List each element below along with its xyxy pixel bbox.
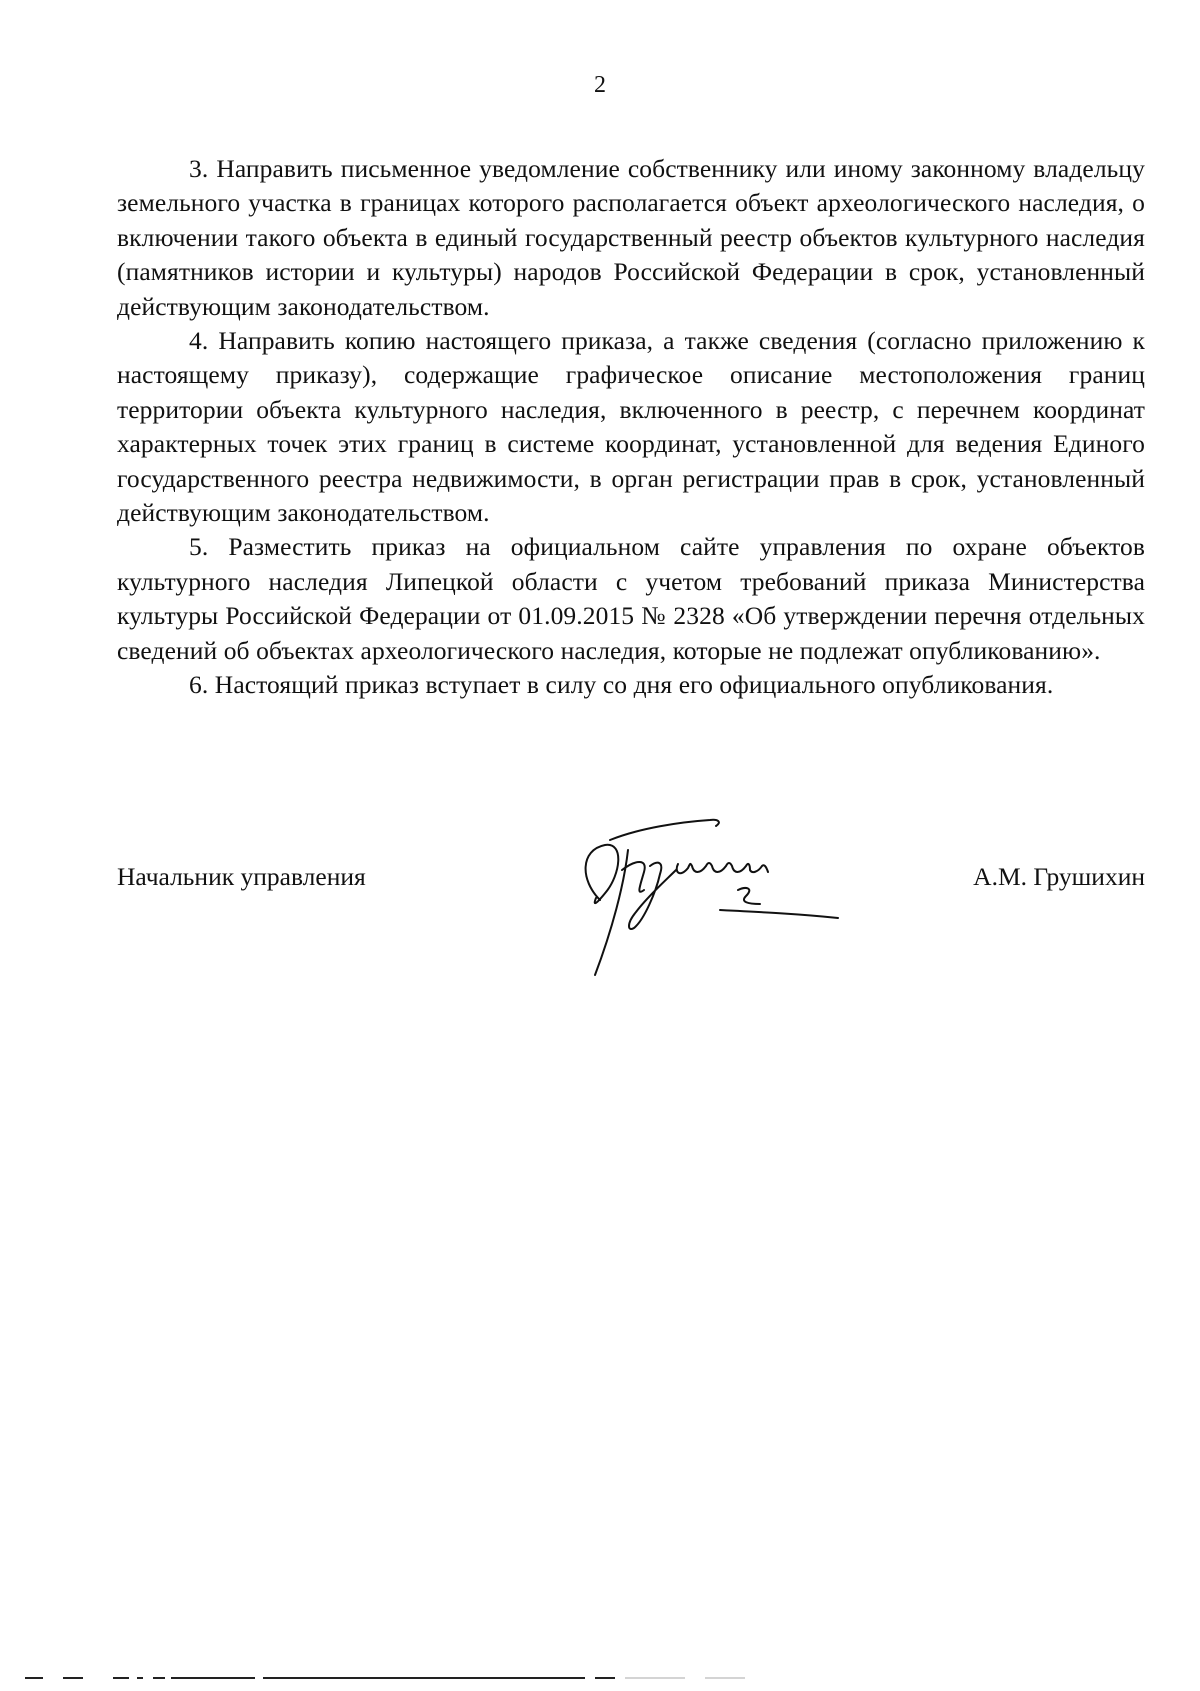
signer-name: А.М. Грушихин [973, 862, 1145, 891]
document-body [117, 152, 1145, 703]
paragraph-4: 4. Направить копию настоящего приказа, а также сведения (согласно приложению к настоящему приказу), содержащие графическое описание местоположения границ территории объекта культурного наследия, включенного в реестр, с перечнем координат характерных точек этих границ в системе координат, установленной для ведения Единого государственного реестра недвижимости, в орган регистрации прав в срок, установленный действующим законодательством. [117, 326, 1145, 528]
paragraph-5: 5. Разместить приказ на официальном сайте управления по охране объектов культурного наследия Липецкой области с учетом требований приказа Министерства культуры Российской Федерации от 01.09.2015 № 2328 «Об утверждении перечня отдельных сведений об объектах археологического наследия, которые не подлежат опубликованию». [117, 532, 1145, 665]
scan-edge-artifacts [25, 1675, 845, 1681]
paragraph-6: 6. Настоящий приказ вступает в силу со дня его официального опубликования. [189, 670, 1054, 700]
handwritten-signature-icon [540, 800, 850, 980]
page-number: 2 [594, 72, 606, 98]
paragraph-3: 3. Направить письменное уведомление собственнику или иному законному владельцу земельного участка в границах которого располагается объект археологического наследия, о включении такого объекта в единый государственный реестр объектов культурного наследия (памятников истории и культуры) народов Российской Федерации в срок, установленный действующим законодательством. [117, 154, 1145, 321]
signer-position: Начальник управления [117, 862, 366, 891]
